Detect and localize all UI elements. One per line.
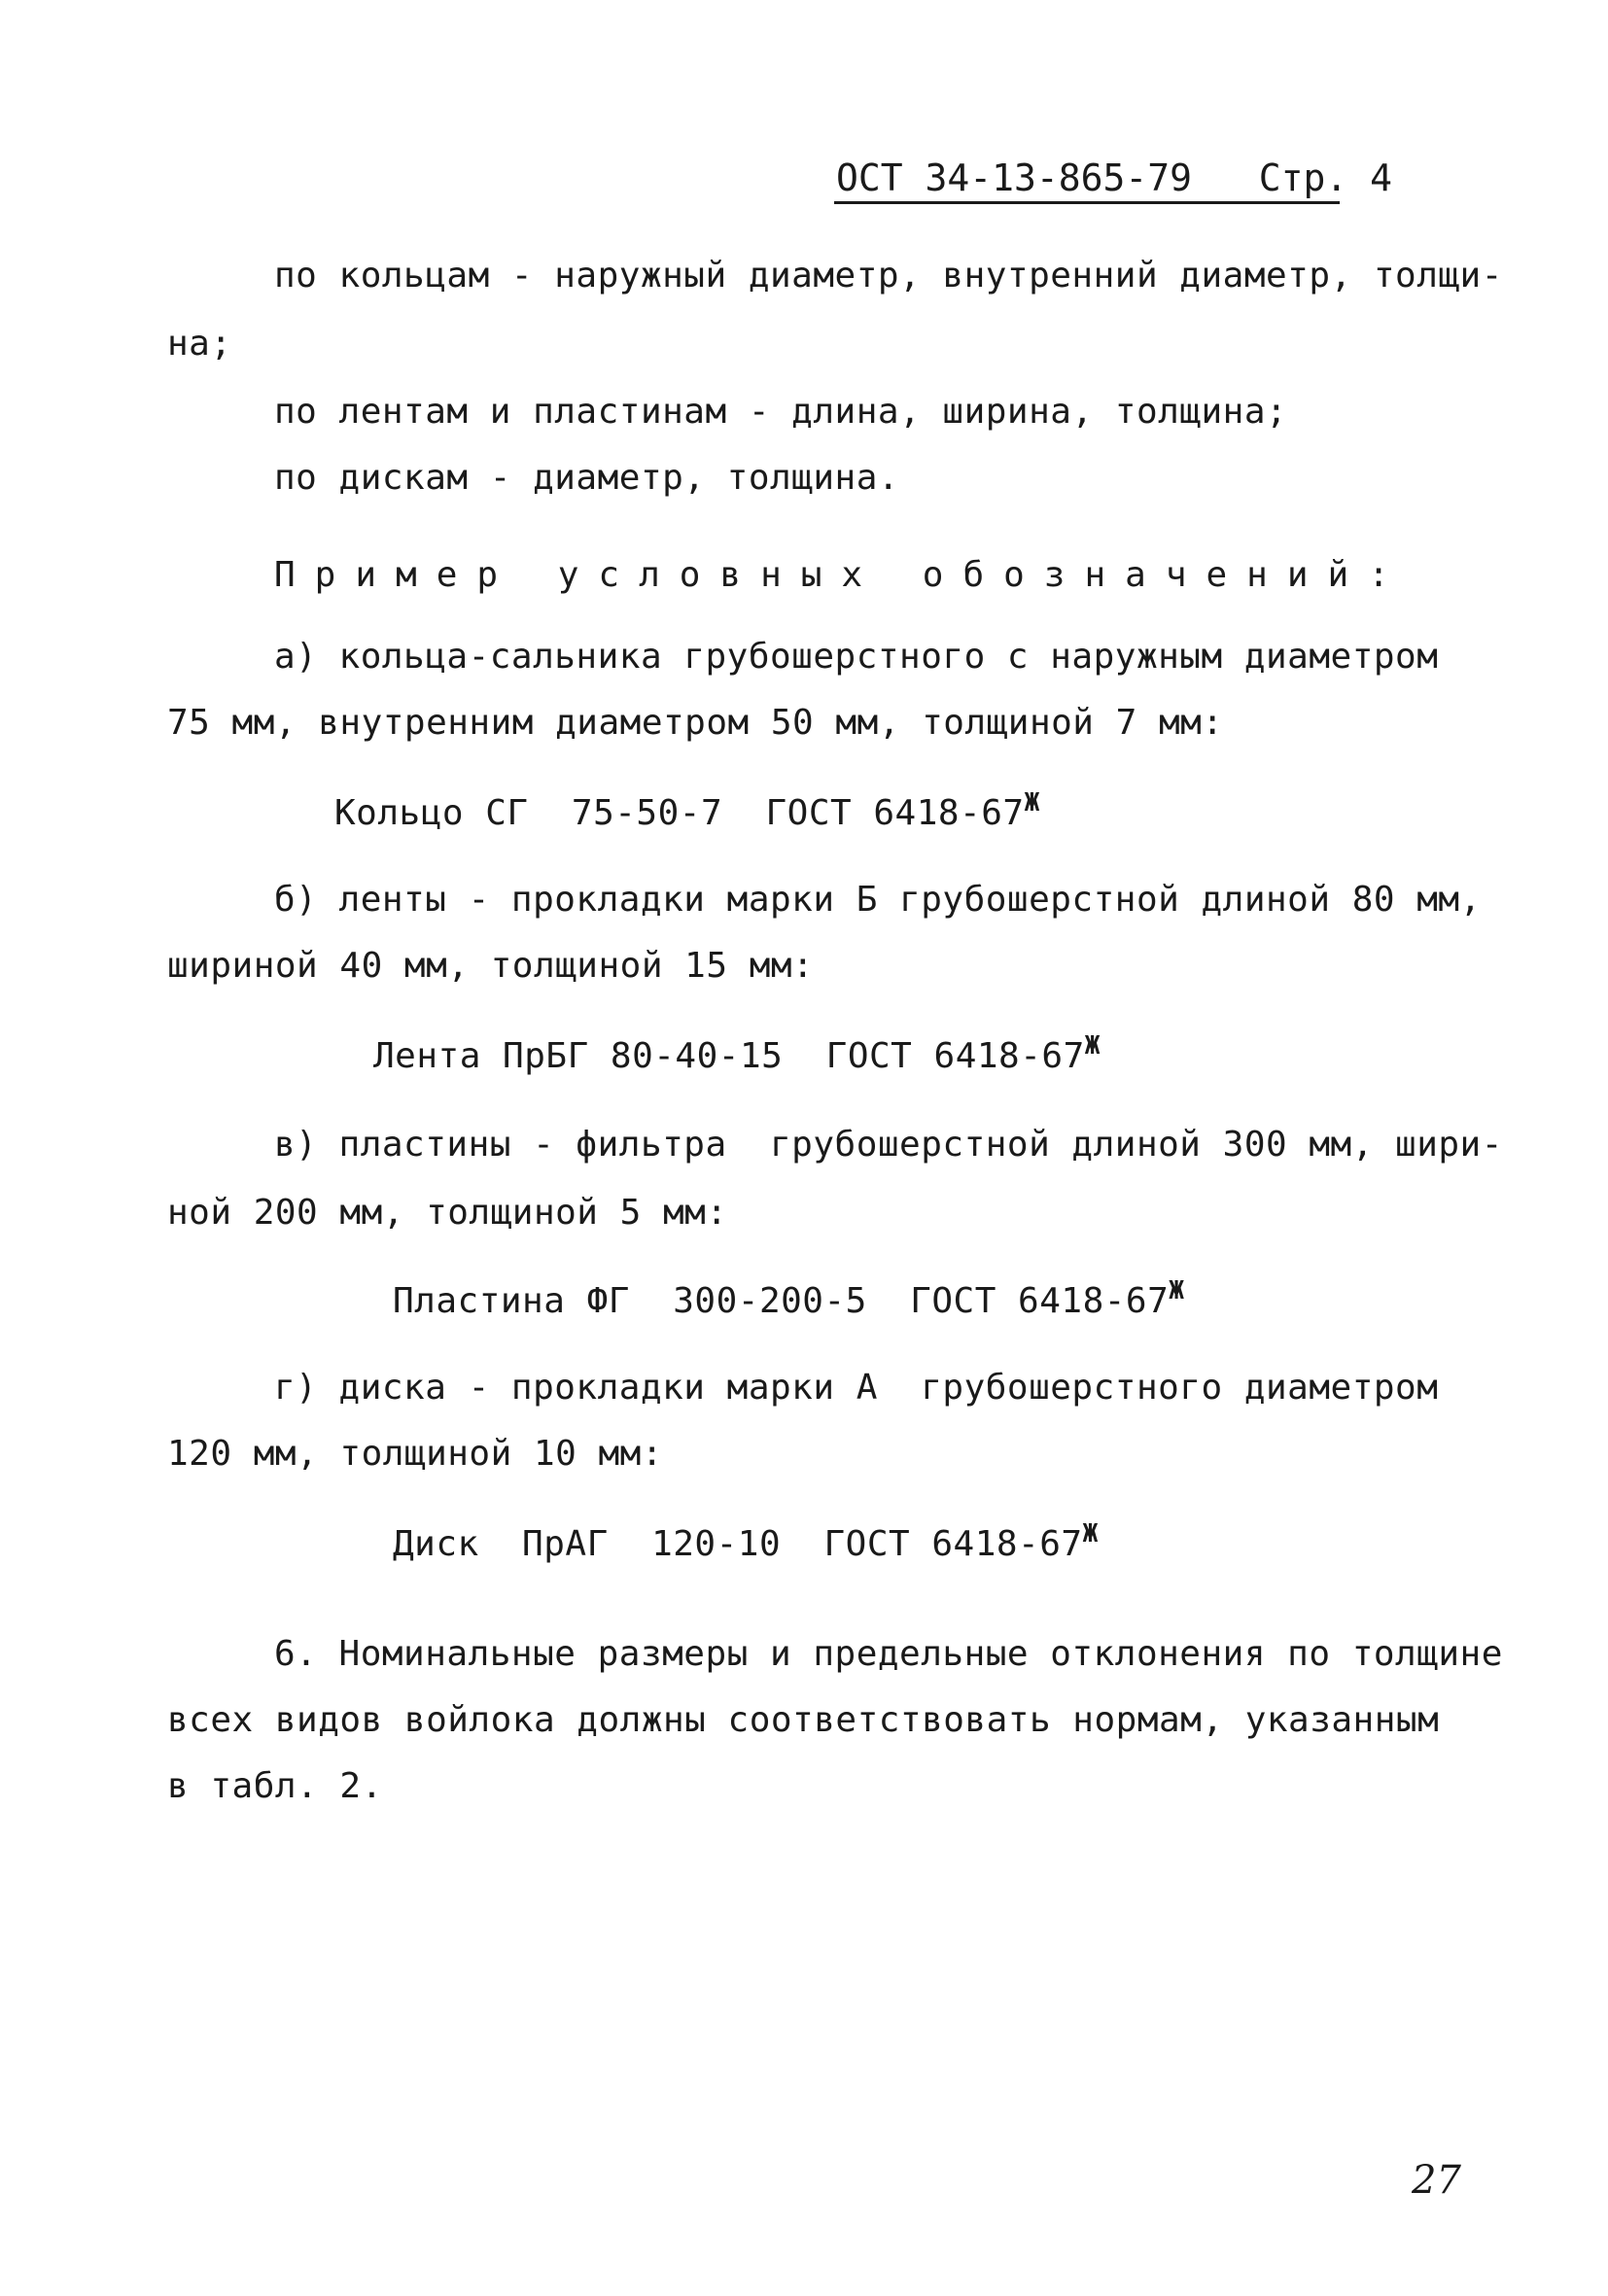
example-c-designation xyxy=(393,1270,1184,1323)
example-d-desc-line2: 120 мм, толщиной 10 мм: xyxy=(167,1434,663,1474)
designation-text: Кольцо СГ 75-50-7 ГОСТ 6418-67 xyxy=(334,793,1025,833)
designation-text: Диск ПрАГ 120-10 ГОСТ 6418-67 xyxy=(393,1524,1083,1564)
text-line: на; xyxy=(167,324,232,364)
example-a-desc-line2: 75 мм, внутренним диаметром 50 мм, толщиной 7 мм: xyxy=(167,703,1224,743)
text-line: по дискам - диаметр, толщина. xyxy=(274,458,900,498)
paragraph-6-line2: всех видов войлока должны соответствовать нормам, указанным xyxy=(167,1700,1440,1740)
designation-text: Пластина ФГ 300-200-5 ГОСТ 6418-67 xyxy=(393,1281,1170,1321)
page-label: Стр. 4 xyxy=(1258,157,1392,199)
paragraph-6-line3: в табл. 2. xyxy=(167,1766,383,1806)
designation-text: Лента ПрБГ 80-40-15 ГОСТ 6418-67 xyxy=(373,1036,1085,1076)
example-d-designation xyxy=(393,1513,1099,1566)
page-number: 27 xyxy=(1412,2158,1461,2203)
footnote-mark: Ж xyxy=(1169,1276,1185,1305)
header-underline xyxy=(834,201,1340,204)
doc-code: ОСТ 34-13-865-79 xyxy=(836,157,1193,199)
paragraph-6-line1: 6. Номинальные размеры и предельные отклонения по толщине xyxy=(274,1634,1503,1674)
footnote-mark: Ж xyxy=(1084,1031,1101,1061)
footnote-mark: Ж xyxy=(1024,788,1040,818)
footnote-mark: Ж xyxy=(1082,1519,1099,1548)
page-header xyxy=(836,156,1392,200)
text-line: по кольцам - наружный диаметр, внутренний диаметр, толщи- xyxy=(274,256,1503,296)
example-c-desc-line1: в) пластины - фильтра грубошерстной длиной 300 мм, шири- xyxy=(274,1125,1503,1165)
example-b-desc-line2: шириной 40 мм, толщиной 15 мм: xyxy=(167,946,815,986)
example-a-desc-line1: а) кольца-сальника грубошерстного с наружным диаметром xyxy=(274,637,1439,677)
example-heading: Пример условных обозначений: xyxy=(274,555,1409,595)
example-c-desc-line2: ной 200 мм, толщиной 5 мм: xyxy=(167,1193,728,1233)
example-b-desc-line1: б) ленты - прокладки марки Б грубошерстной длиной 80 мм, xyxy=(274,880,1482,920)
example-a-designation xyxy=(334,782,1040,835)
example-d-desc-line1: г) диска - прокладки марки А грубошерстного диаметром xyxy=(274,1368,1439,1408)
text-line: по лентам и пластинам - длина, ширина, толщина; xyxy=(274,392,1288,432)
example-b-designation xyxy=(373,1025,1101,1078)
